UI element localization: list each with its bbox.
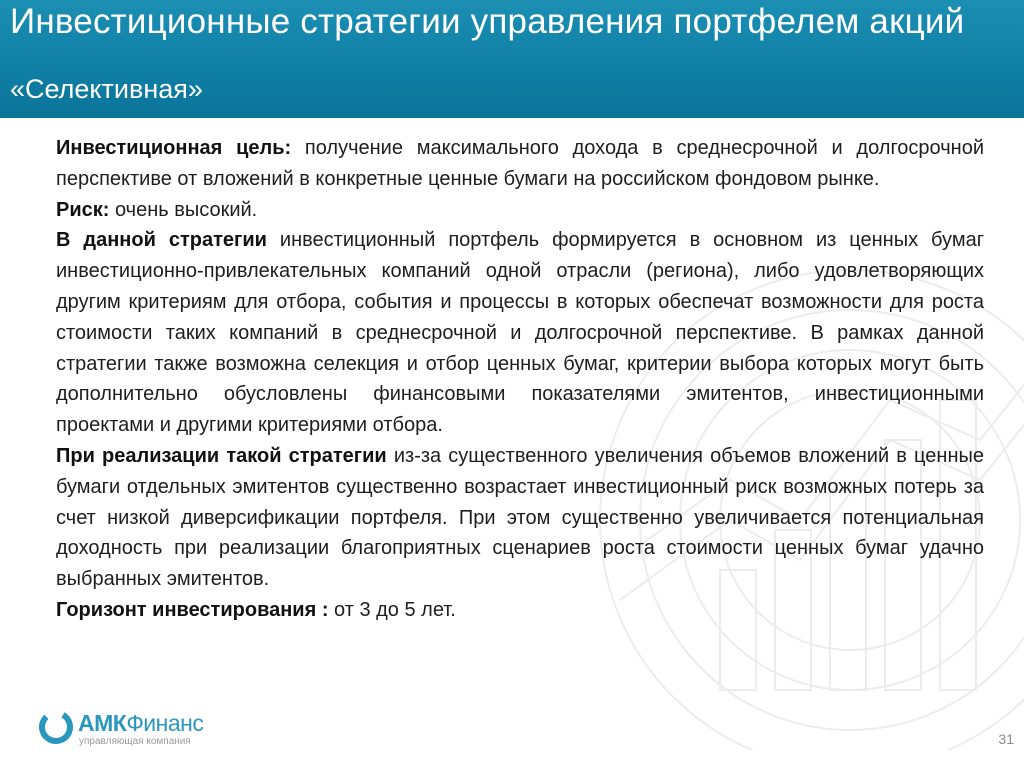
slide-header	[0, 0, 1024, 118]
risk-label: Риск:	[56, 198, 110, 221]
logo-name-bold: АМК	[78, 710, 127, 736]
logo-name-light: Финанс	[126, 710, 204, 736]
strategy-paragraph	[56, 225, 984, 441]
implementation-text: из-за существенного увеличения объемов вложений в ценные бумаги отдельных эмитентов существенно возрастает инвестиционный риск возможных потерь за счет низкой диверсификации портфеля. При этом существенно увеличивается потенциальная доходность при реализации благоприятных сценариев роста стоимости ценных бумаг удачно выбранных эмитентов.	[56, 444, 984, 591]
horizon-label: Горизонт инвестирования :	[56, 598, 329, 621]
horizon-text: от 3 до 5 лет.	[328, 598, 456, 621]
risk-paragraph	[56, 195, 984, 226]
page-number: 31	[998, 731, 1014, 747]
company-logo	[38, 709, 238, 753]
risk-text: очень высокий.	[109, 198, 258, 221]
implementation-paragraph	[56, 441, 984, 595]
logo-name	[78, 710, 203, 737]
strategy-text: инвестиционный портфель формируется в основном из ценных бумаг инвестиционно-привлекательных компаний одной отрасли (региона), либо удовлетворяющих другим критериям для отбора, события и процессы в которых обеспечат возможности для роста стоимости таких компаний в среднесрочной и долгосрочной перспективе. В рамках данной стратегии также возможна селекция и отбор ценных бумаг, критерии выбора которых могут быть дополнительно обусловлены финансовыми показателями эмитентов, инвестиционными проектами и другими критериями отбора.	[56, 229, 984, 437]
investment-goal-text: получение максимального дохода в среднесрочной и долгосрочной перспективе от вложений в конкретные ценные бумаги на российском фондовом рынке.	[56, 137, 984, 190]
investment-goal-label: Инвестиционная цель:	[56, 137, 292, 159]
slide-body	[56, 133, 984, 626]
implementation-label: При реализации такой стратегии	[56, 444, 387, 467]
strategy-label: В данной стратегии	[56, 229, 267, 252]
slide-subtitle: «Селективная»	[10, 74, 203, 104]
slide-title: Инвестиционные стратегии управления портфелем акций	[10, 2, 965, 41]
investment-goal-paragraph	[56, 133, 984, 195]
logo-ring-icon	[38, 709, 74, 745]
horizon-paragraph	[56, 595, 984, 626]
logo-tagline: управляющая компания	[79, 736, 191, 747]
